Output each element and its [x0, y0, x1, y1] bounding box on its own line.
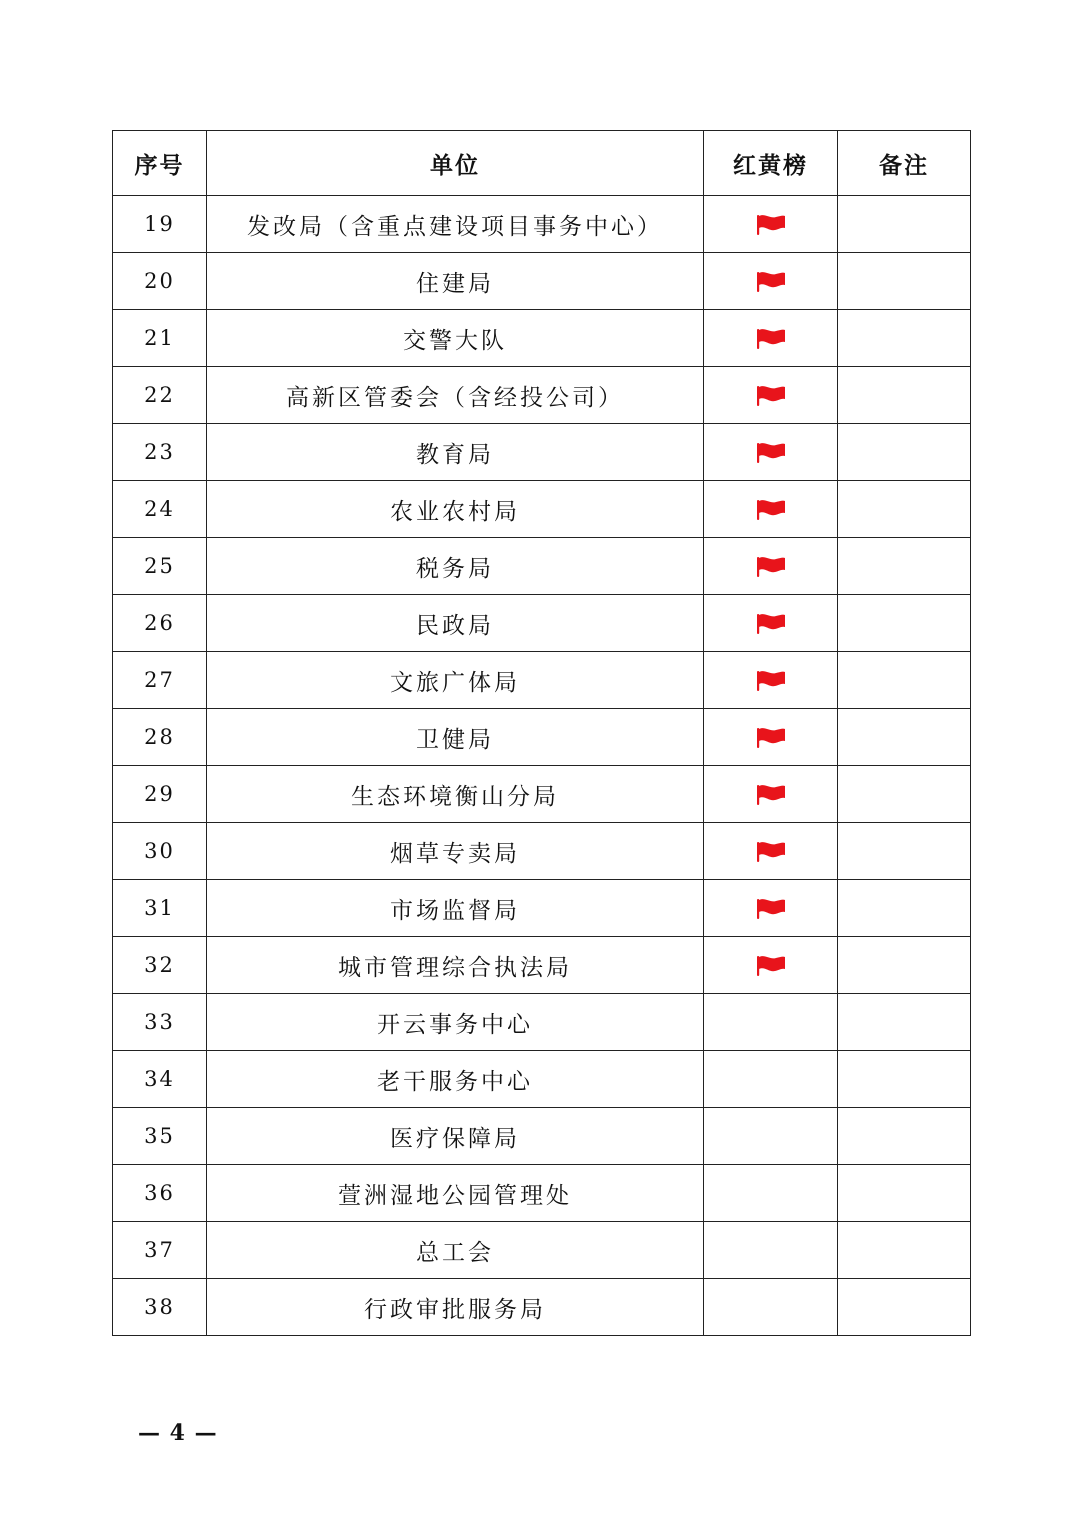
table-row: [113, 1222, 971, 1279]
red-yellow-list-cell: [704, 766, 838, 823]
serial-number-cell: 31: [113, 880, 207, 937]
table-row: [113, 1279, 971, 1336]
unit-name-cell: 烟草专卖局: [207, 823, 704, 880]
serial-number-cell: 32: [113, 937, 207, 994]
header-remarks: 备注: [838, 131, 971, 196]
header-serial-number: 序号: [113, 131, 207, 196]
serial-number-cell: 34: [113, 1051, 207, 1108]
red-yellow-list-cell: [704, 310, 838, 367]
red-yellow-list-cell: [704, 424, 838, 481]
remarks-cell: [838, 1222, 971, 1279]
red-flag-icon: [756, 898, 786, 920]
unit-name-cell: 农业农村局: [207, 481, 704, 538]
red-flag-icon: [756, 727, 786, 749]
serial-number-cell: 21: [113, 310, 207, 367]
serial-number-cell: 29: [113, 766, 207, 823]
table-row: [113, 196, 971, 253]
red-flag-icon: [756, 214, 786, 236]
red-yellow-list-cell: [704, 538, 838, 595]
serial-number-cell: 20: [113, 253, 207, 310]
red-flag-icon: [756, 499, 786, 521]
unit-name-cell: 教育局: [207, 424, 704, 481]
remarks-cell: [838, 481, 971, 538]
unit-name-cell: 生态环境衡山分局: [207, 766, 704, 823]
remarks-cell: [838, 367, 971, 424]
red-flag-icon: [756, 442, 786, 464]
remarks-cell: [838, 709, 971, 766]
table-row: [113, 652, 971, 709]
red-flag-icon: [756, 385, 786, 407]
table-row: [113, 310, 971, 367]
red-yellow-list-cell: [704, 1222, 838, 1279]
red-flag-icon: [756, 271, 786, 293]
serial-number-cell: 22: [113, 367, 207, 424]
remarks-cell: [838, 424, 971, 481]
remarks-cell: [838, 1165, 971, 1222]
remarks-cell: [838, 253, 971, 310]
red-yellow-list-cell: [704, 1051, 838, 1108]
serial-number-cell: 37: [113, 1222, 207, 1279]
red-yellow-list-cell: [704, 880, 838, 937]
ranking-table: [112, 130, 971, 1336]
unit-name-cell: 萱洲湿地公园管理处: [207, 1165, 704, 1222]
table-row: [113, 253, 971, 310]
red-flag-icon: [756, 328, 786, 350]
remarks-cell: [838, 937, 971, 994]
red-flag-icon: [756, 556, 786, 578]
table-row: [113, 1051, 971, 1108]
serial-number-cell: 38: [113, 1279, 207, 1336]
serial-number-cell: 35: [113, 1108, 207, 1165]
ranking-table-container: [112, 130, 970, 1336]
table-row: [113, 1165, 971, 1222]
table-row: [113, 367, 971, 424]
table-body: [113, 196, 971, 1336]
unit-name-cell: 老干服务中心: [207, 1051, 704, 1108]
table-row: [113, 937, 971, 994]
remarks-cell: [838, 823, 971, 880]
unit-name-cell: 发改局（含重点建设项目事务中心）: [207, 196, 704, 253]
red-yellow-list-cell: [704, 1279, 838, 1336]
serial-number-cell: 36: [113, 1165, 207, 1222]
header-red-yellow-list: 红黄榜: [704, 131, 838, 196]
table-row: [113, 595, 971, 652]
remarks-cell: [838, 310, 971, 367]
red-flag-icon: [756, 841, 786, 863]
serial-number-cell: 26: [113, 595, 207, 652]
table-row: [113, 880, 971, 937]
remarks-cell: [838, 1108, 971, 1165]
serial-number-cell: 23: [113, 424, 207, 481]
red-yellow-list-cell: [704, 1108, 838, 1165]
remarks-cell: [838, 595, 971, 652]
table-row: [113, 538, 971, 595]
red-flag-icon: [756, 670, 786, 692]
serial-number-cell: 30: [113, 823, 207, 880]
unit-name-cell: 文旅广体局: [207, 652, 704, 709]
unit-name-cell: 医疗保障局: [207, 1108, 704, 1165]
red-yellow-list-cell: [704, 652, 838, 709]
remarks-cell: [838, 1279, 971, 1336]
page-number: — 4 —: [138, 1420, 218, 1446]
table-row: [113, 1108, 971, 1165]
serial-number-cell: 27: [113, 652, 207, 709]
serial-number-cell: 28: [113, 709, 207, 766]
unit-name-cell: 总工会: [207, 1222, 704, 1279]
remarks-cell: [838, 880, 971, 937]
red-yellow-list-cell: [704, 994, 838, 1051]
red-yellow-list-cell: [704, 367, 838, 424]
table-row: [113, 481, 971, 538]
red-yellow-list-cell: [704, 1165, 838, 1222]
serial-number-cell: 33: [113, 994, 207, 1051]
table-row: [113, 994, 971, 1051]
table-row: [113, 424, 971, 481]
unit-name-cell: 税务局: [207, 538, 704, 595]
serial-number-cell: 25: [113, 538, 207, 595]
unit-name-cell: 开云事务中心: [207, 994, 704, 1051]
red-flag-icon: [756, 955, 786, 977]
unit-name-cell: 行政审批服务局: [207, 1279, 704, 1336]
red-yellow-list-cell: [704, 595, 838, 652]
unit-name-cell: 高新区管委会（含经投公司）: [207, 367, 704, 424]
red-yellow-list-cell: [704, 196, 838, 253]
red-flag-icon: [756, 613, 786, 635]
table-row: [113, 823, 971, 880]
remarks-cell: [838, 994, 971, 1051]
table-row: [113, 766, 971, 823]
red-yellow-list-cell: [704, 937, 838, 994]
remarks-cell: [838, 766, 971, 823]
red-yellow-list-cell: [704, 709, 838, 766]
remarks-cell: [838, 1051, 971, 1108]
red-flag-icon: [756, 784, 786, 806]
red-yellow-list-cell: [704, 823, 838, 880]
serial-number-cell: 24: [113, 481, 207, 538]
red-yellow-list-cell: [704, 481, 838, 538]
serial-number-cell: 19: [113, 196, 207, 253]
unit-name-cell: 卫健局: [207, 709, 704, 766]
unit-name-cell: 城市管理综合执法局: [207, 937, 704, 994]
header-unit: 单位: [207, 131, 704, 196]
red-yellow-list-cell: [704, 253, 838, 310]
table-row: [113, 709, 971, 766]
unit-name-cell: 民政局: [207, 595, 704, 652]
unit-name-cell: 市场监督局: [207, 880, 704, 937]
unit-name-cell: 住建局: [207, 253, 704, 310]
remarks-cell: [838, 196, 971, 253]
table-header-row: [113, 131, 971, 196]
remarks-cell: [838, 652, 971, 709]
remarks-cell: [838, 538, 971, 595]
unit-name-cell: 交警大队: [207, 310, 704, 367]
